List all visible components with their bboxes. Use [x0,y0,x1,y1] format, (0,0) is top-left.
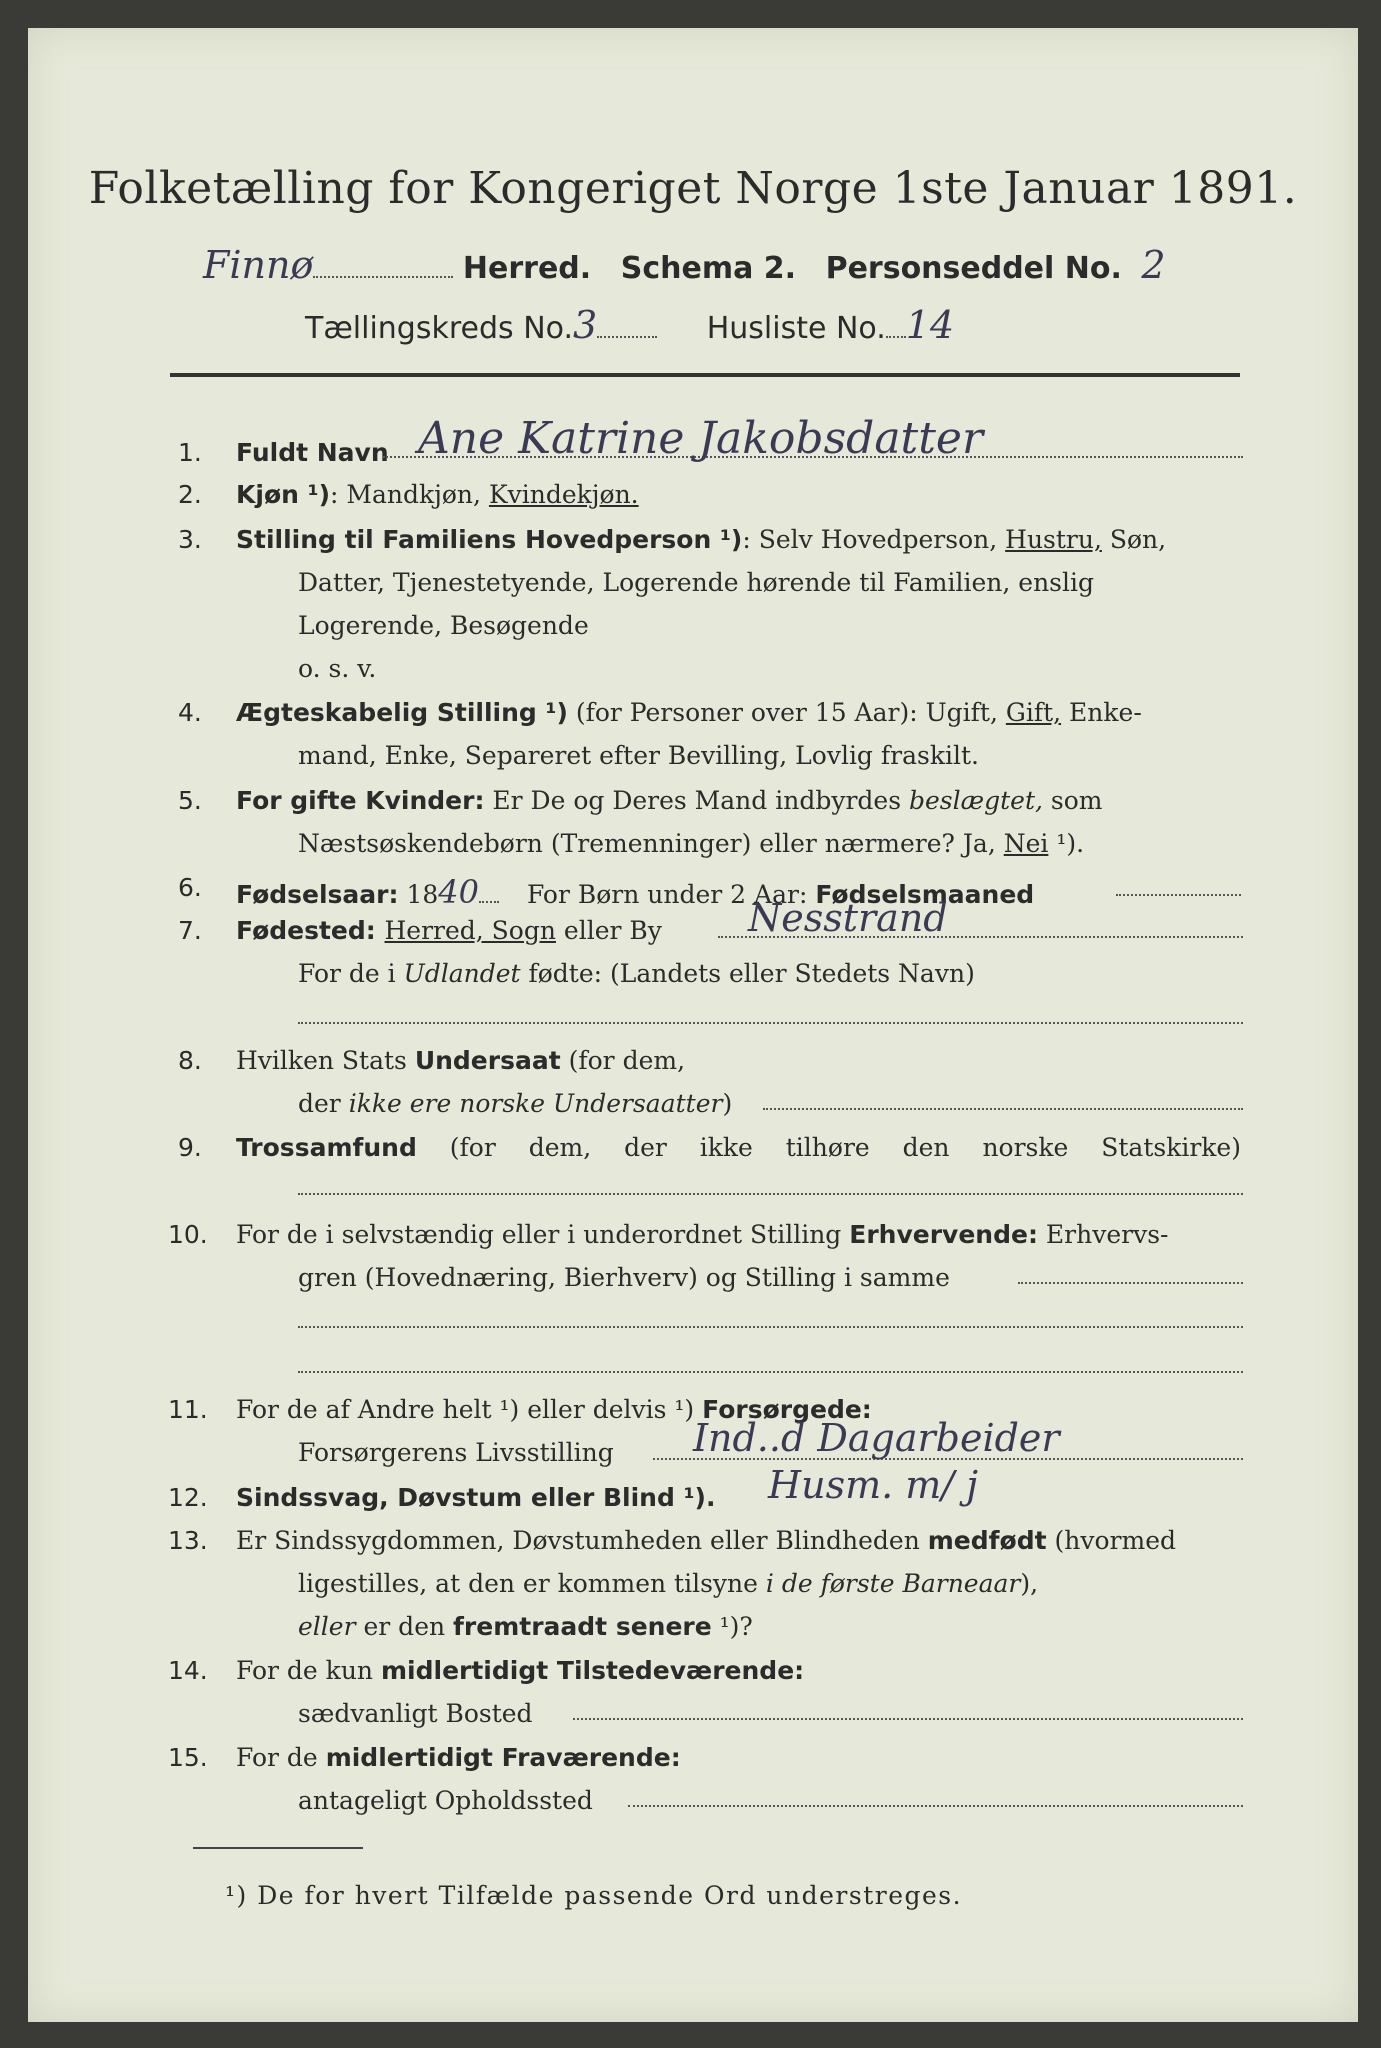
q13-line3: eller er den fremtraadt senere ¹)? [298,1612,753,1641]
q12-answer: Husm. m/ j [768,1463,979,1507]
q1-number: 1. [178,438,202,467]
q5-line1: For gifte Kvinder: Er De og Deres Mand indbyrdes beslægtet, som [236,786,1103,815]
q14-line2: sædvanligt Bosted [298,1699,533,1728]
q1-label: Fuldt Navn [236,438,389,467]
q11-number: 11. [168,1395,208,1424]
husliste-value: 14 [905,303,955,347]
q2-text: Kjøn ¹): Mandkjøn, Kvindekjøn. [236,480,639,509]
q6-fill-line [1116,894,1241,896]
q15-fill-line [628,1805,1243,1807]
schema-label: Schema 2. [620,251,797,286]
kreds-value: 3 [573,303,598,347]
q13-number: 13. [168,1526,208,1555]
q3-number: 3. [178,525,202,554]
herred-value: Finnø [203,243,314,287]
q14-line1: For de kun midlertidigt Tilstedeværende: [236,1656,805,1685]
q11-line1: For de af Andre helt ¹) eller delvis ¹) Forsørgede: [236,1395,872,1424]
q7-line2: For de i Udlandet fødte: (Landets eller Stedets Navn) [298,959,975,988]
q15-line2: antageligt Opholdssted [298,1786,593,1815]
q7-answer: Nesstrand [748,896,948,940]
q13-line1: Er Sindssygdommen, Døvstumheden eller Blindheden medfødt (hvormed [236,1526,1176,1555]
header-rule [170,373,1240,377]
q5-line2: Næstsøskendebørn (Tremenninger) eller nærmere? Ja, Nei ¹). [298,829,1085,858]
kreds-row [305,303,954,347]
q6-number: 6. [178,873,202,902]
q7-line1: Fødested: Herred, Sogn eller By [236,916,662,945]
q12-number: 12. [168,1483,208,1512]
q6-line: Fødselsaar: 1840 For Børn under 2 Aar: Fødselsmaaned [236,873,1035,911]
q15-line1: For de midlertidigt Fraværende: [236,1743,681,1772]
q4-line1: Ægteskabelig Stilling ¹) (for Personer over 15 Aar): Ugift, Gift, Enke- [236,698,1142,727]
personseddel-value: 2 [1141,243,1166,287]
q11-line2: Forsørgerens Livsstilling [298,1438,614,1467]
q10-fill-line3 [298,1371,1243,1373]
q9-line1: Trossamfund (for dem, der ikke tilhøre den norske Statskirke) [236,1133,1241,1162]
q7-number: 7. [178,916,202,945]
q10-fill-line1 [1018,1282,1243,1284]
q4-number: 4. [178,698,202,727]
q10-line2: gren (Hovednæring, Bierhverv) og Stilling i samme [298,1263,950,1292]
husliste-label: Husliste No. [706,311,886,346]
q13-line2: ligestilles, at den er kommen tilsyne i de første Barneaar), [298,1569,1039,1598]
q1-answer: Ane Katrine Jakobsdatter [418,413,983,464]
q11-answer: Ind..d Dagarbeider [693,1416,1060,1460]
q14-number: 14. [168,1656,208,1685]
q2-number: 2. [178,480,202,509]
q3-line1: Stilling til Familiens Hovedperson ¹): Selv Hovedperson, Hustru, Søn, [236,525,1167,554]
q9-fill-line [298,1193,1243,1195]
kreds-label: Tællingskreds No. [305,311,573,346]
footnote-rule [193,1847,363,1849]
q3-line3: Logerende, Besøgende [298,611,589,640]
q4-line2: mand, Enke, Separeret efter Bevilling, Lovlig fraskilt. [298,741,979,770]
q3-line4: o. s. v. [298,654,377,683]
q12-line: Sindssvag, Døvstum eller Blind ¹). [236,1483,716,1512]
q10-fill-line2 [298,1326,1243,1328]
footnote: ¹) De for hvert Tilfælde passende Ord understreges. [225,1881,963,1910]
q15-number: 15. [168,1743,208,1772]
q8-fill-line [763,1108,1243,1110]
q10-line1: For de i selvstændig eller i underordnet Stilling Erhvervende: Erhvervs- [236,1220,1169,1249]
herred-label: Herred. [462,251,592,286]
q8-number: 8. [178,1046,202,1075]
q10-number: 10. [168,1220,208,1249]
q8-line1: Hvilken Stats Undersaat (for dem, [236,1046,686,1075]
q5-number: 5. [178,786,202,815]
herred-row [203,243,1166,287]
q3-line2: Datter, Tjenestetyende, Logerende hørende til Familien, enslig [298,568,1095,597]
q9-number: 9. [178,1133,202,1162]
q8-line2: der ikke ere norske Undersaatter) [298,1089,733,1118]
q7-extra-line [298,1022,1243,1024]
form-title: Folketælling for Kongeriget Norge 1ste Januar 1891. [88,163,1298,214]
q14-fill-line [573,1718,1243,1720]
personseddel-label: Personseddel No. [825,251,1122,286]
census-form [28,28,1358,2022]
